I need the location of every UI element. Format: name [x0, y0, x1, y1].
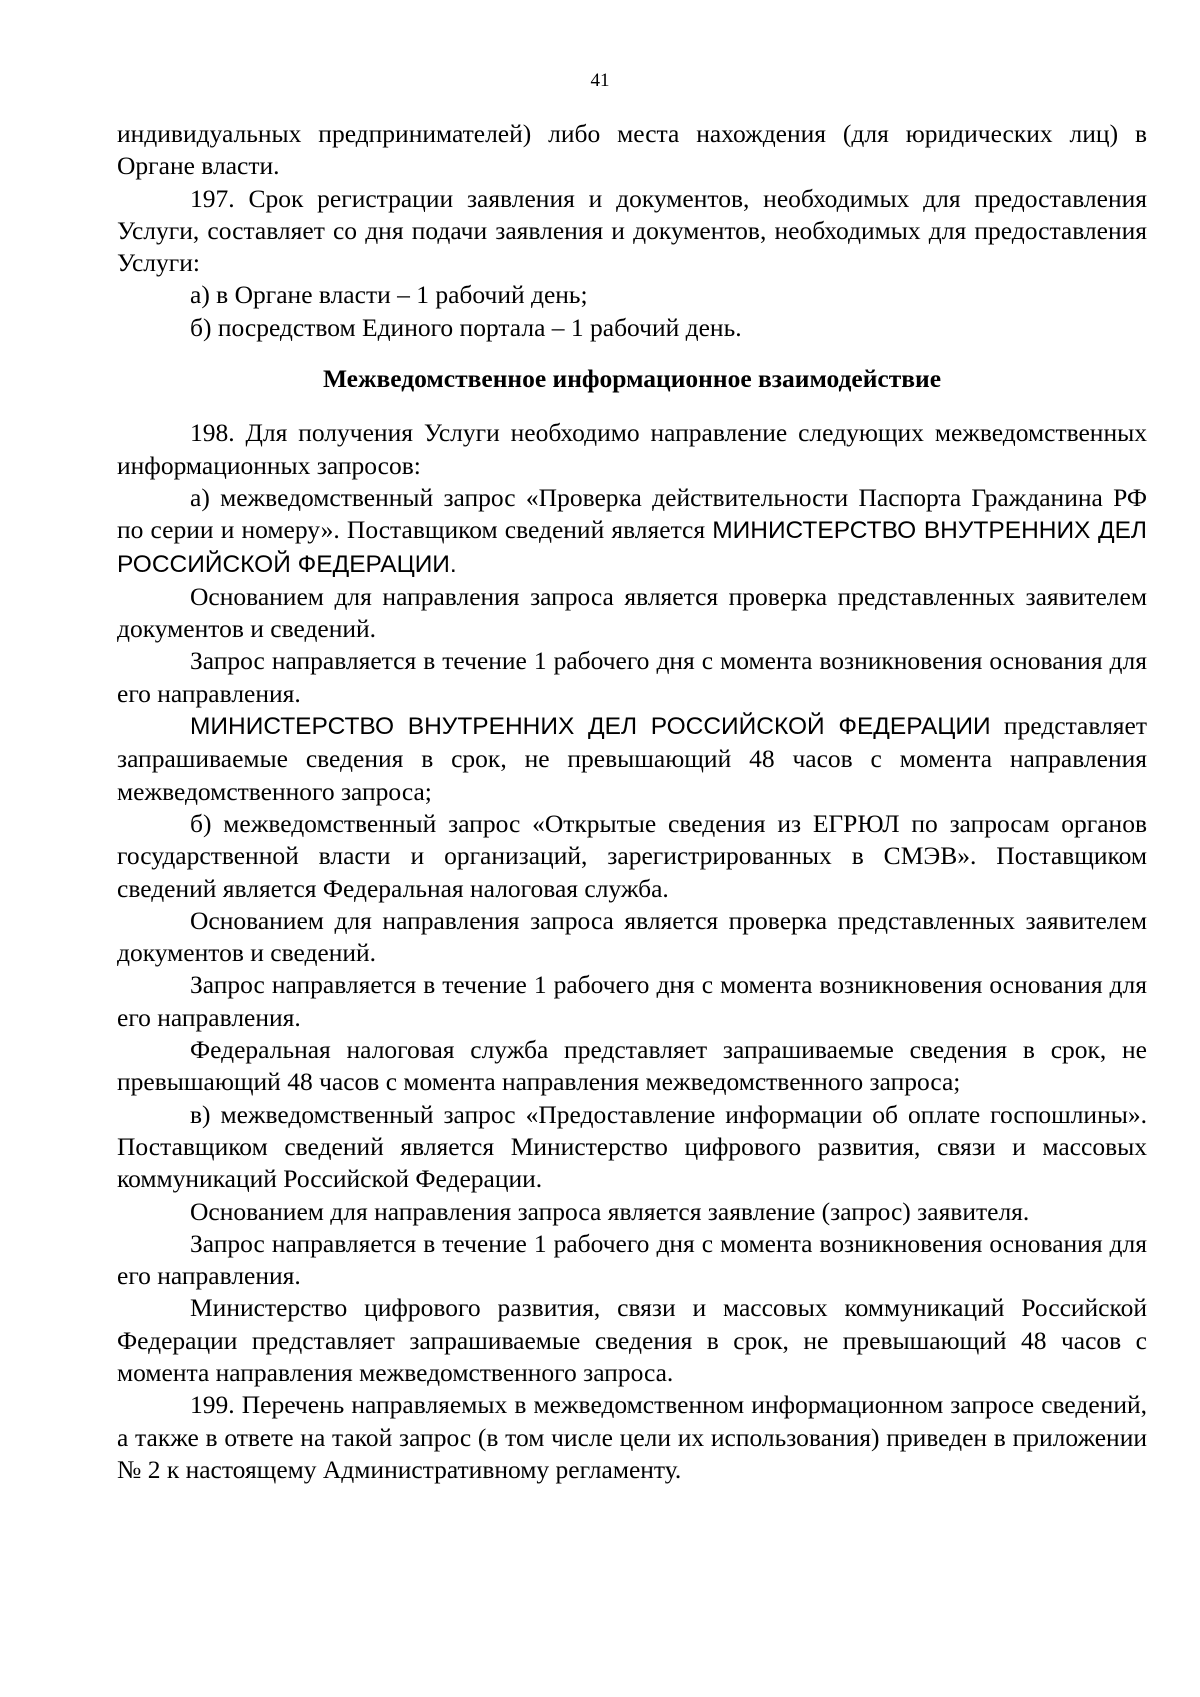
list-item-b: б) посредством Единого портала – 1 рабочий день.	[190, 312, 742, 342]
paragraph-continuation: индивидуальных предпринимателей) либо места нахождения (для юридических лиц) в Органе власти.	[117, 119, 1147, 181]
request-a-response	[117, 710, 1147, 808]
request-a-response-provider: МИНИСТЕРСТВО ВНУТРЕННИХ ДЕЛ РОССИЙСКОЙ ФЕДЕРАЦИИ	[190, 713, 991, 741]
request-c: в) межведомственный запрос «Предоставление информации об оплате госпошлины». Поставщиком сведений является Министерство цифрового развития, связи и массовых коммуникаций Российской Федерации.	[117, 1099, 1147, 1194]
request-b-term: Запрос направляется в течение 1 рабочего дня с момента возникновения основания для его направления.	[117, 970, 1147, 1032]
paragraph-199: 199. Перечень направляемых в межведомственном информационном запросе сведений, а также в ответе на такой запрос (в том числе цели их использования) приведен в приложении № 2 к настоящему Административному регламенту.	[117, 1390, 1147, 1484]
request-c-term: Запрос направляется в течение 1 рабочего дня с момента возникновения основания для его направления.	[117, 1228, 1147, 1291]
page-number: 41	[590, 70, 610, 91]
request-c-response: Министерство цифрового развития, связи и массовых коммуникаций Российской Федерации представляет запрашиваемые сведения в срок, не превышающий 48 часов с момента направления межведомственного запроса.	[117, 1293, 1147, 1387]
request-b-response: Федеральная налоговая служба представляет запрашиваемые сведения в срок, не превышающий 48 часов с момента направления межведомственного запроса;	[117, 1035, 1147, 1097]
request-b: б) межведомственный запрос «Открытые сведения из ЕГРЮЛ по запросам органов государственной власти и организаций, зарегистрированных в СМЭВ». Поставщиком сведений является Федеральная налоговая служба.	[117, 808, 1147, 903]
paragraph-197: 197. Срок регистрации заявления и документов, необходимых для предоставления Услуги, составляет со дня подачи заявления и документов, необходимых для предоставления Услуги:	[117, 183, 1147, 278]
request-a	[117, 482, 1147, 581]
request-a-basis: Основанием для направления запроса является проверка представленных заявителем документов и сведений.	[117, 581, 1147, 644]
section-heading: Межведомственное информационное взаимодействие	[322, 364, 942, 394]
request-a-response-text: представляет запрашиваемые сведения в срок, не превышающий 48 часов с момента направления межведомственного запроса;	[117, 711, 1147, 806]
request-c-basis: Основанием для направления запроса является заявление (запрос) заявителя.	[190, 1196, 1030, 1226]
paragraph-198: 198. Для получения Услуги необходимо направление следующих межведомственных информационных запросов:	[117, 418, 1147, 480]
request-a-term: Запрос направляется в течение 1 рабочего дня с момента возникновения основания для его направления.	[117, 646, 1147, 708]
list-item-a: а) в Органе власти – 1 рабочий день;	[190, 280, 588, 310]
request-a-text: а) межведомственный запрос «Проверка действительности Паспорта Гражданина РФ по серии и номеру». Поставщиком сведений является	[117, 482, 1147, 545]
request-a-provider: МИНИСТЕРСТВО ВНУТРЕННИХ ДЕЛ РОССИЙСКОЙ ФЕДЕРАЦИИ.	[117, 517, 1147, 578]
document-body	[117, 118, 1147, 1486]
request-b-basis: Основанием для направления запроса является проверка представленных заявителем документов и сведений.	[117, 905, 1147, 968]
